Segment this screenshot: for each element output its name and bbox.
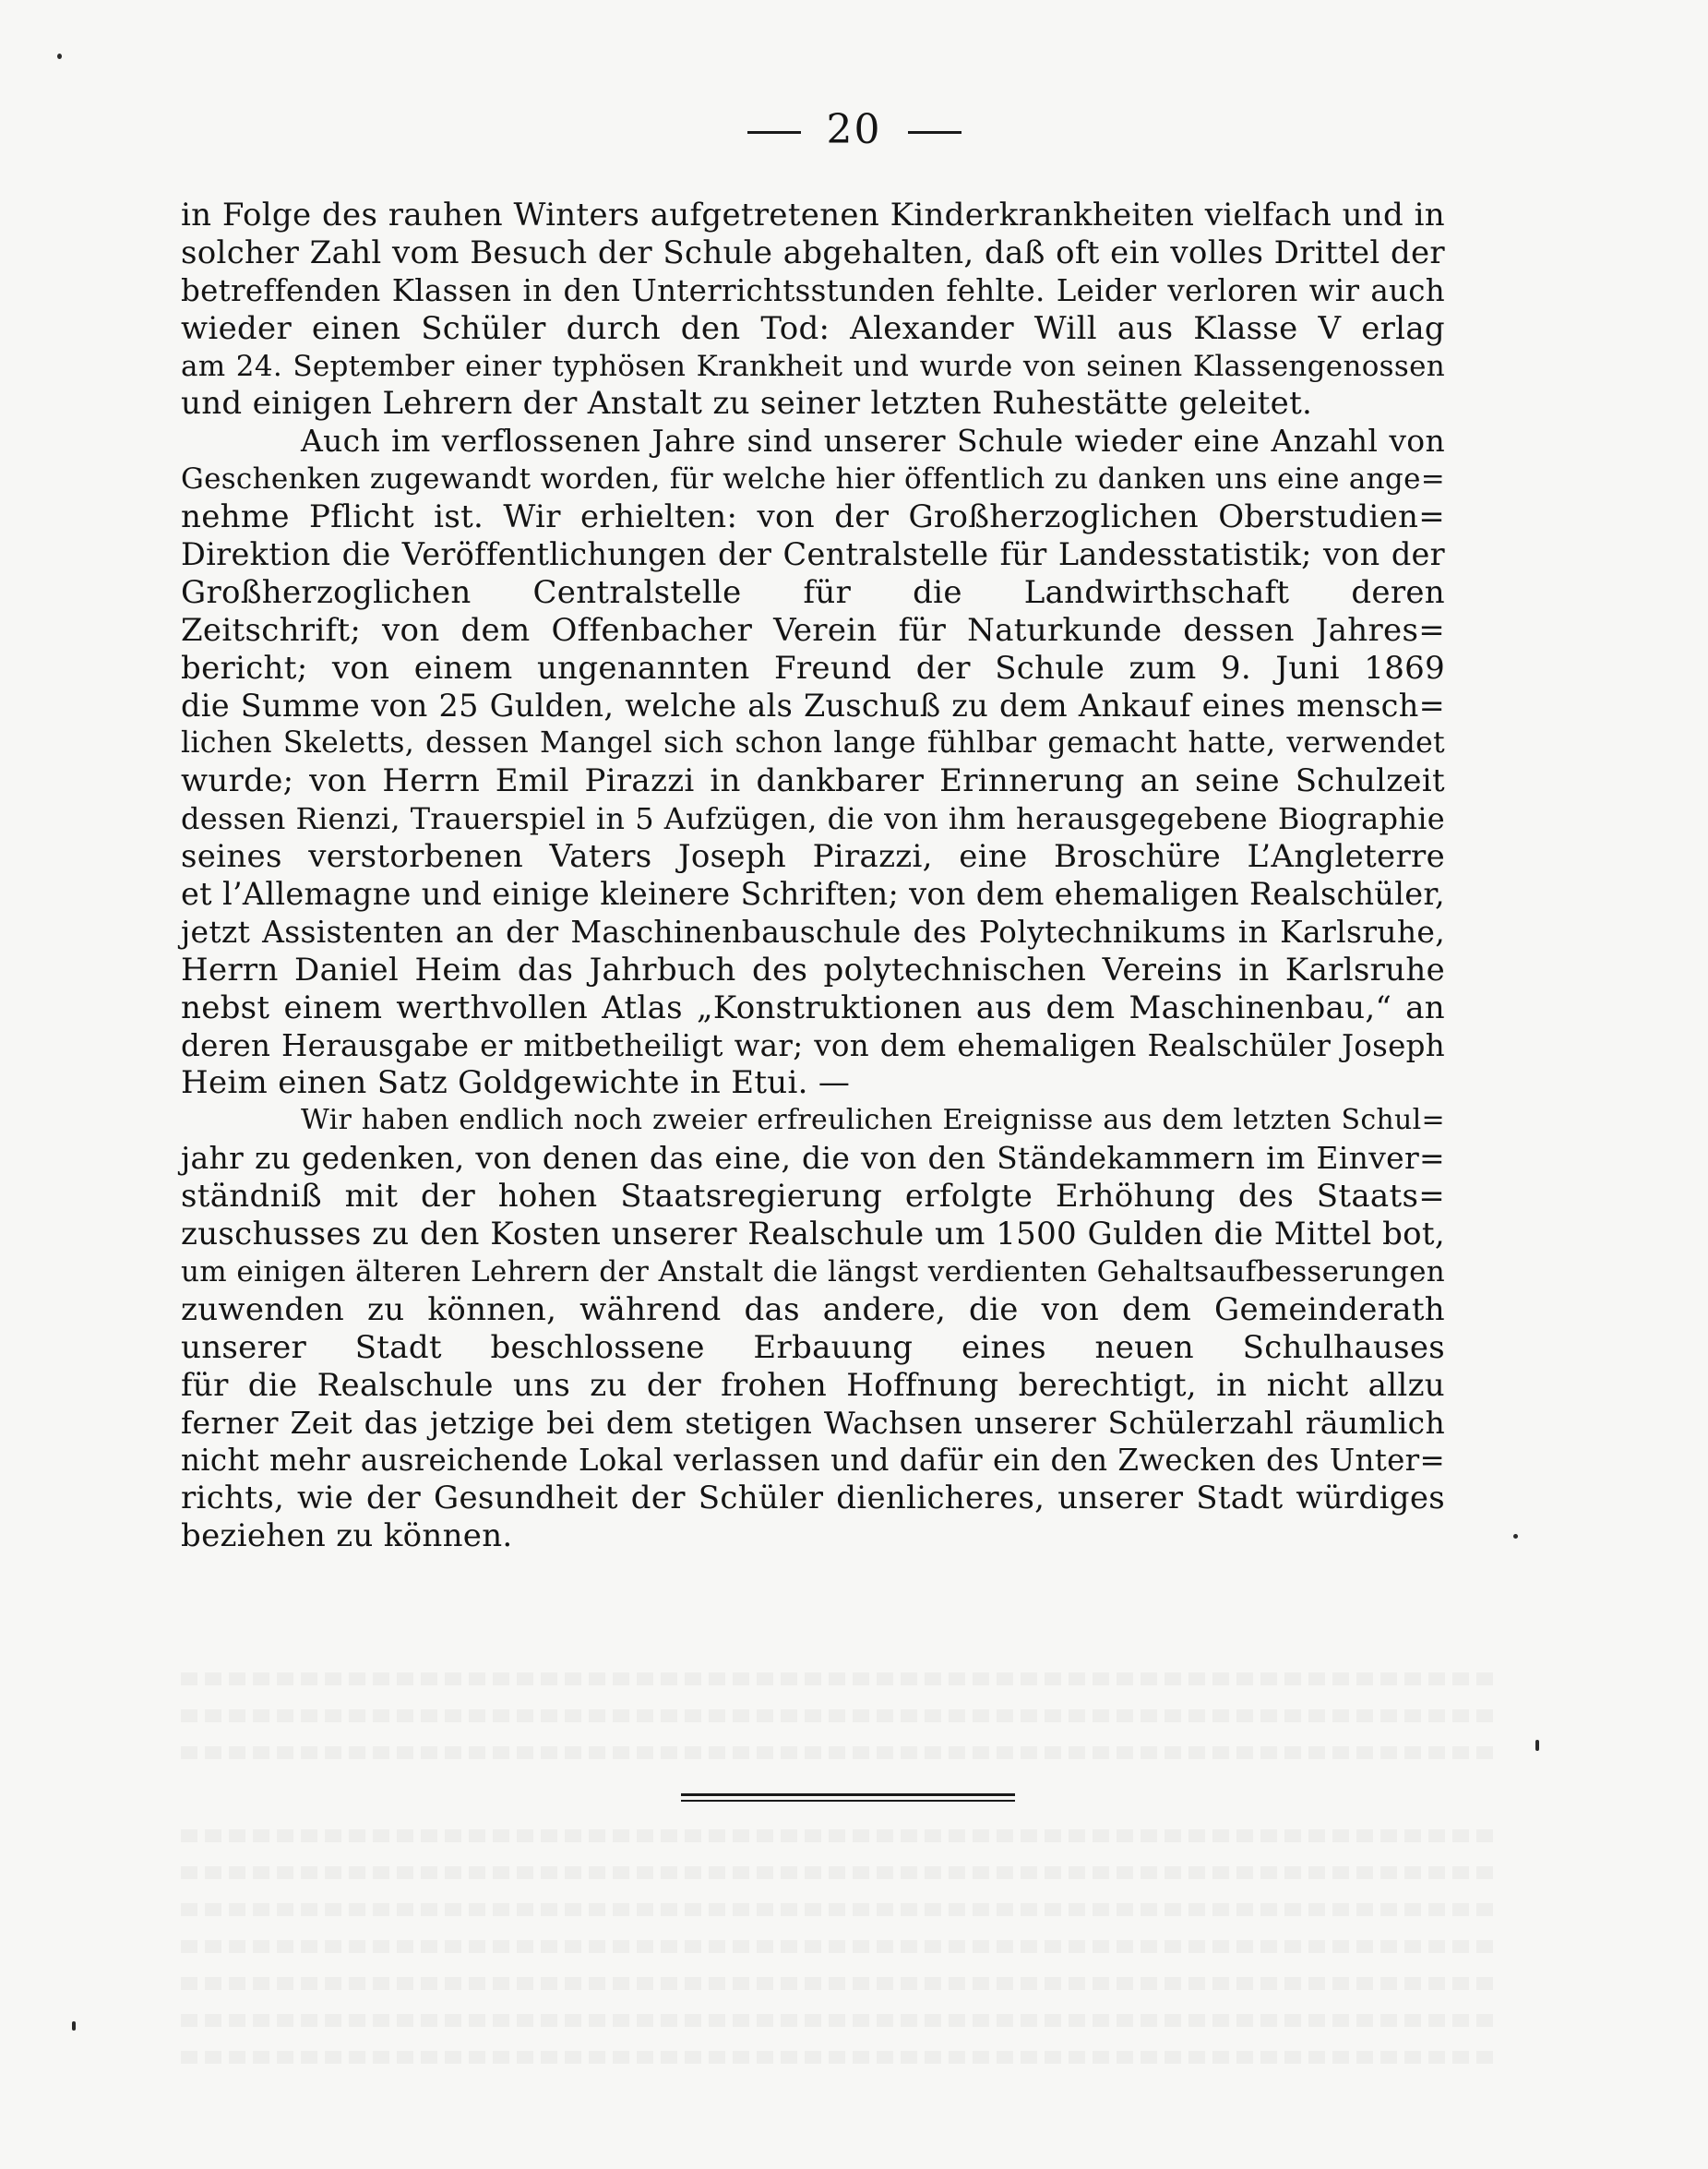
show-through-line xyxy=(181,1709,1500,1722)
text-line: beziehen zu können. xyxy=(181,1517,513,1555)
show-through-line xyxy=(181,1977,1500,1990)
show-through-line xyxy=(181,2014,1500,2027)
section-rule-top xyxy=(681,1793,1015,1796)
text-line: wieder einen Schüler durch den Tod: Alexander Will aus Klasse V erlag xyxy=(181,309,1445,347)
text-line: Großherzoglichen Centralstelle für die Landwirthschaft deren xyxy=(181,573,1445,611)
header-dash-right xyxy=(908,131,961,134)
text-line: ferner Zeit das jetzige bei dem stetigen Wachsen unserer Schülerzahl räumlich xyxy=(181,1404,1445,1441)
text-line: in Folge des rauhen Winters aufgetretenen Kinderkrankheiten vielfach und in xyxy=(181,197,1445,234)
text-line: am 24. September einer typhösen Krankheit und wurde von seinen Klassengenossen xyxy=(181,349,1445,383)
text-line: Auch im verflossenen Jahre sind unserer Schule wieder eine Anzahl von xyxy=(301,423,1445,460)
page-header xyxy=(0,106,1708,153)
text-line: Direktion die Veröffentlichungen der Centralstelle für Landesstatistik; von der xyxy=(181,536,1445,573)
text-line: jetzt Assistenten an der Maschinenbauschule des Polytechnikums in Karlsruhe, xyxy=(181,913,1445,950)
text-line: für die Realschule uns zu der frohen Hoffnung berechtigt, in nicht allzu xyxy=(181,1366,1445,1404)
text-line: jahr zu gedenken, von denen das eine, die von den Ständekammern im Einver= xyxy=(181,1140,1445,1177)
show-through-line xyxy=(181,1672,1500,1685)
page-number: 20 xyxy=(826,106,882,153)
text-line: ständniß mit der hohen Staatsregierung erfolgte Erhöhung des Staats= xyxy=(181,1178,1445,1216)
text-line: die Summe von 25 Gulden, welche als Zuschuß zu dem Ankauf eines mensch= xyxy=(181,687,1445,724)
text-line: um einigen älteren Lehrern der Anstalt die längst verdienten Gehaltsaufbesserungen xyxy=(181,1254,1445,1288)
text-line: bericht; von einem ungenannten Freund der Schule zum 9. Juni 1869 xyxy=(181,649,1445,687)
text-line: nehme Pflicht ist. Wir erhielten: von der Großherzoglichen Oberstudien= xyxy=(181,498,1445,536)
text-line: Herrn Daniel Heim das Jahrbuch des polytechnischen Vereins in Karlsruhe xyxy=(181,951,1445,989)
scan-speck xyxy=(57,54,62,59)
text-line: lichen Skeletts, dessen Mangel sich schon lange fühlbar gemacht hatte, verwendet xyxy=(181,726,1445,761)
scan-speck xyxy=(1535,1740,1539,1751)
body-text xyxy=(181,197,1445,1555)
text-line: nicht mehr ausreichende Lokal verlassen und dafür ein den Zwecken des Unter= xyxy=(181,1443,1445,1479)
text-line: solcher Zahl vom Besuch der Schule abgehalten, daß oft ein volles Drittel der xyxy=(181,234,1445,271)
text-line: wurde; von Herrn Emil Pirazzi in dankbarer Erinnerung an seine Schulzeit xyxy=(181,762,1445,800)
text-line: nebst einem werthvollen Atlas „Konstruktionen aus dem Maschinenbau,“ an xyxy=(181,989,1445,1026)
show-through-line xyxy=(181,1829,1500,1842)
show-through-line xyxy=(181,1903,1500,1916)
show-through-line xyxy=(181,2051,1500,2064)
text-line: Geschenken zugewandt worden, für welche hier öffentlich zu danken uns eine ange= xyxy=(181,462,1445,497)
text-line: unserer Stadt beschlossene Erbauung eines neuen Schulhauses xyxy=(181,1328,1445,1366)
text-line: deren Herausgabe er mitbetheiligt war; von dem ehemaligen Realschüler Joseph xyxy=(181,1027,1445,1063)
show-through-line xyxy=(181,1940,1500,1953)
show-through-line xyxy=(181,1866,1500,1879)
text-line: zuschusses zu den Kosten unserer Realschule um 1500 Gulden die Mittel bot, xyxy=(181,1216,1445,1253)
text-line: et l’Allemagne und einige kleinere Schriften; von dem ehemaligen Realschüler, xyxy=(181,876,1445,913)
scan-speck xyxy=(1513,1534,1518,1539)
section-rule-bottom xyxy=(681,1800,1015,1802)
text-line: dessen Rienzi, Trauerspiel in 5 Aufzügen, die von ihm herausgegebene Biographie xyxy=(181,801,1445,837)
show-through-line xyxy=(181,1746,1500,1759)
text-line: Heim einen Satz Goldgewichte in Etui. — xyxy=(181,1064,851,1102)
text-line: zuwenden zu können, während das andere, die von dem Gemeinderath xyxy=(181,1290,1445,1328)
text-line: richts, wie der Gesundheit der Schüler dienlicheres, unserer Stadt würdiges xyxy=(181,1480,1445,1517)
text-line: Zeitschrift; von dem Offenbacher Verein für Naturkunde dessen Jahres= xyxy=(181,611,1445,649)
header-dash-left xyxy=(747,131,801,134)
scan-speck xyxy=(72,2021,76,2031)
text-line: Wir haben endlich noch zweier erfreulichen Ereignisse aus dem letzten Schul= xyxy=(301,1104,1445,1137)
text-line: betreffenden Klassen in den Unterrichtsstunden fehlte. Leider verloren wir auch xyxy=(181,272,1445,308)
text-line: seines verstorbenen Vaters Joseph Pirazzi, eine Broschüre L’Angleterre xyxy=(181,838,1445,876)
text-line: und einigen Lehrern der Anstalt zu seiner letzten Ruhestätte geleitet. xyxy=(181,385,1313,423)
